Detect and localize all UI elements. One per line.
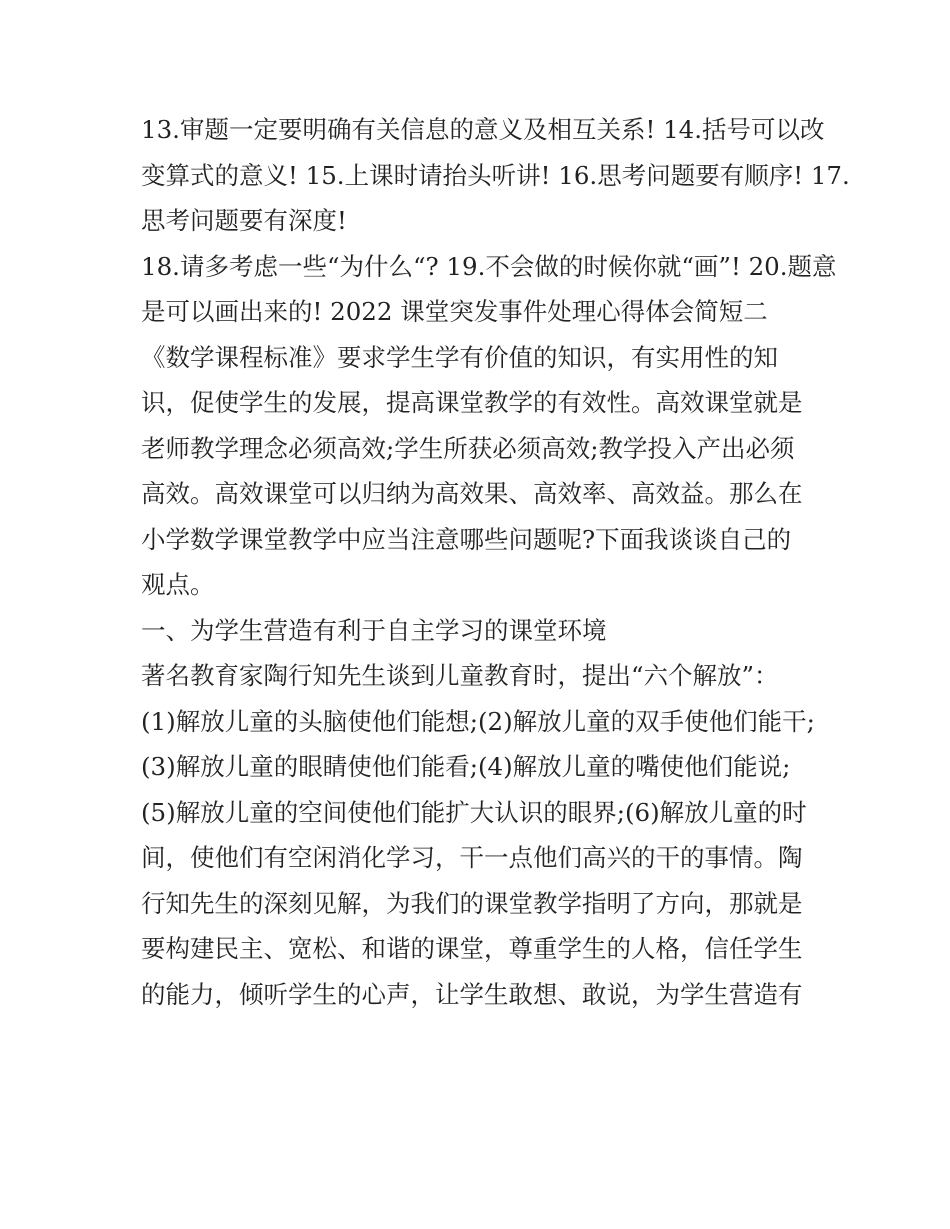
text-line: 《数学课程标准》要求学生学有价值的知识，有实用性的知 <box>141 342 778 372</box>
text-line: 思考问题要有深度! <box>141 206 347 235</box>
text-line: 老师教学理念必须高效;学生所获必须高效;教学投入产出必须 <box>141 433 795 463</box>
text-line: 著名教育家陶行知先生谈到儿童教育时，提出“六个解放”： <box>141 661 779 690</box>
text-line: 识，促使学生的发展，提高课堂教学的有效性。高效课堂就是 <box>141 388 803 417</box>
text-line: 的能力，倾听学生的心声，让学生敢想、敢说，为学生营造有 <box>141 979 803 1009</box>
text-line: 要构建民主、宽松、和谐的课堂，尊重学生的人格，信任学生 <box>141 934 803 963</box>
text-line: 是可以画出来的! 2022 课堂突发事件处理心得体会简短二 <box>141 297 768 326</box>
text-line: 18.请多考虑一些“为什么“? 19.不会做的时候你就“画”! 20.题意 <box>141 251 837 281</box>
text-line: 变算式的意义! 15.上课时请抬头听讲! 16.思考问题要有顺序! 17. <box>141 160 850 190</box>
text-line: (5)解放儿童的空间使他们能扩大认识的眼界;(6)解放儿童的时 <box>141 797 807 827</box>
text-line: 观点。 <box>141 570 215 599</box>
body-text <box>141 107 850 1017</box>
section-heading: 一、为学生营造有利于自主学习的课堂环境 <box>141 615 607 645</box>
text-line: (3)解放儿童的眼睛使他们能看;(4)解放儿童的嘴使他们能说; <box>141 752 791 781</box>
text-line: 小学数学课堂教学中应当注意哪些问题呢?下面我谈谈自己的 <box>141 524 792 554</box>
text-line: 行知先生的深刻见解，为我们的课堂教学指明了方向，那就是 <box>141 888 803 918</box>
text-line: 13.审题一定要明确有关信息的意义及相互关系! 14.括号可以改 <box>141 115 825 144</box>
text-line: 高效。高效课堂可以归纳为高效果、高效率、高效益。那么在 <box>141 479 803 508</box>
text-line: 间，使他们有空闲消化学习，干一点他们高兴的干的事情。陶 <box>141 843 803 872</box>
text-line: (1)解放儿童的头脑使他们能想;(2)解放儿童的双手使他们能干; <box>141 706 815 736</box>
